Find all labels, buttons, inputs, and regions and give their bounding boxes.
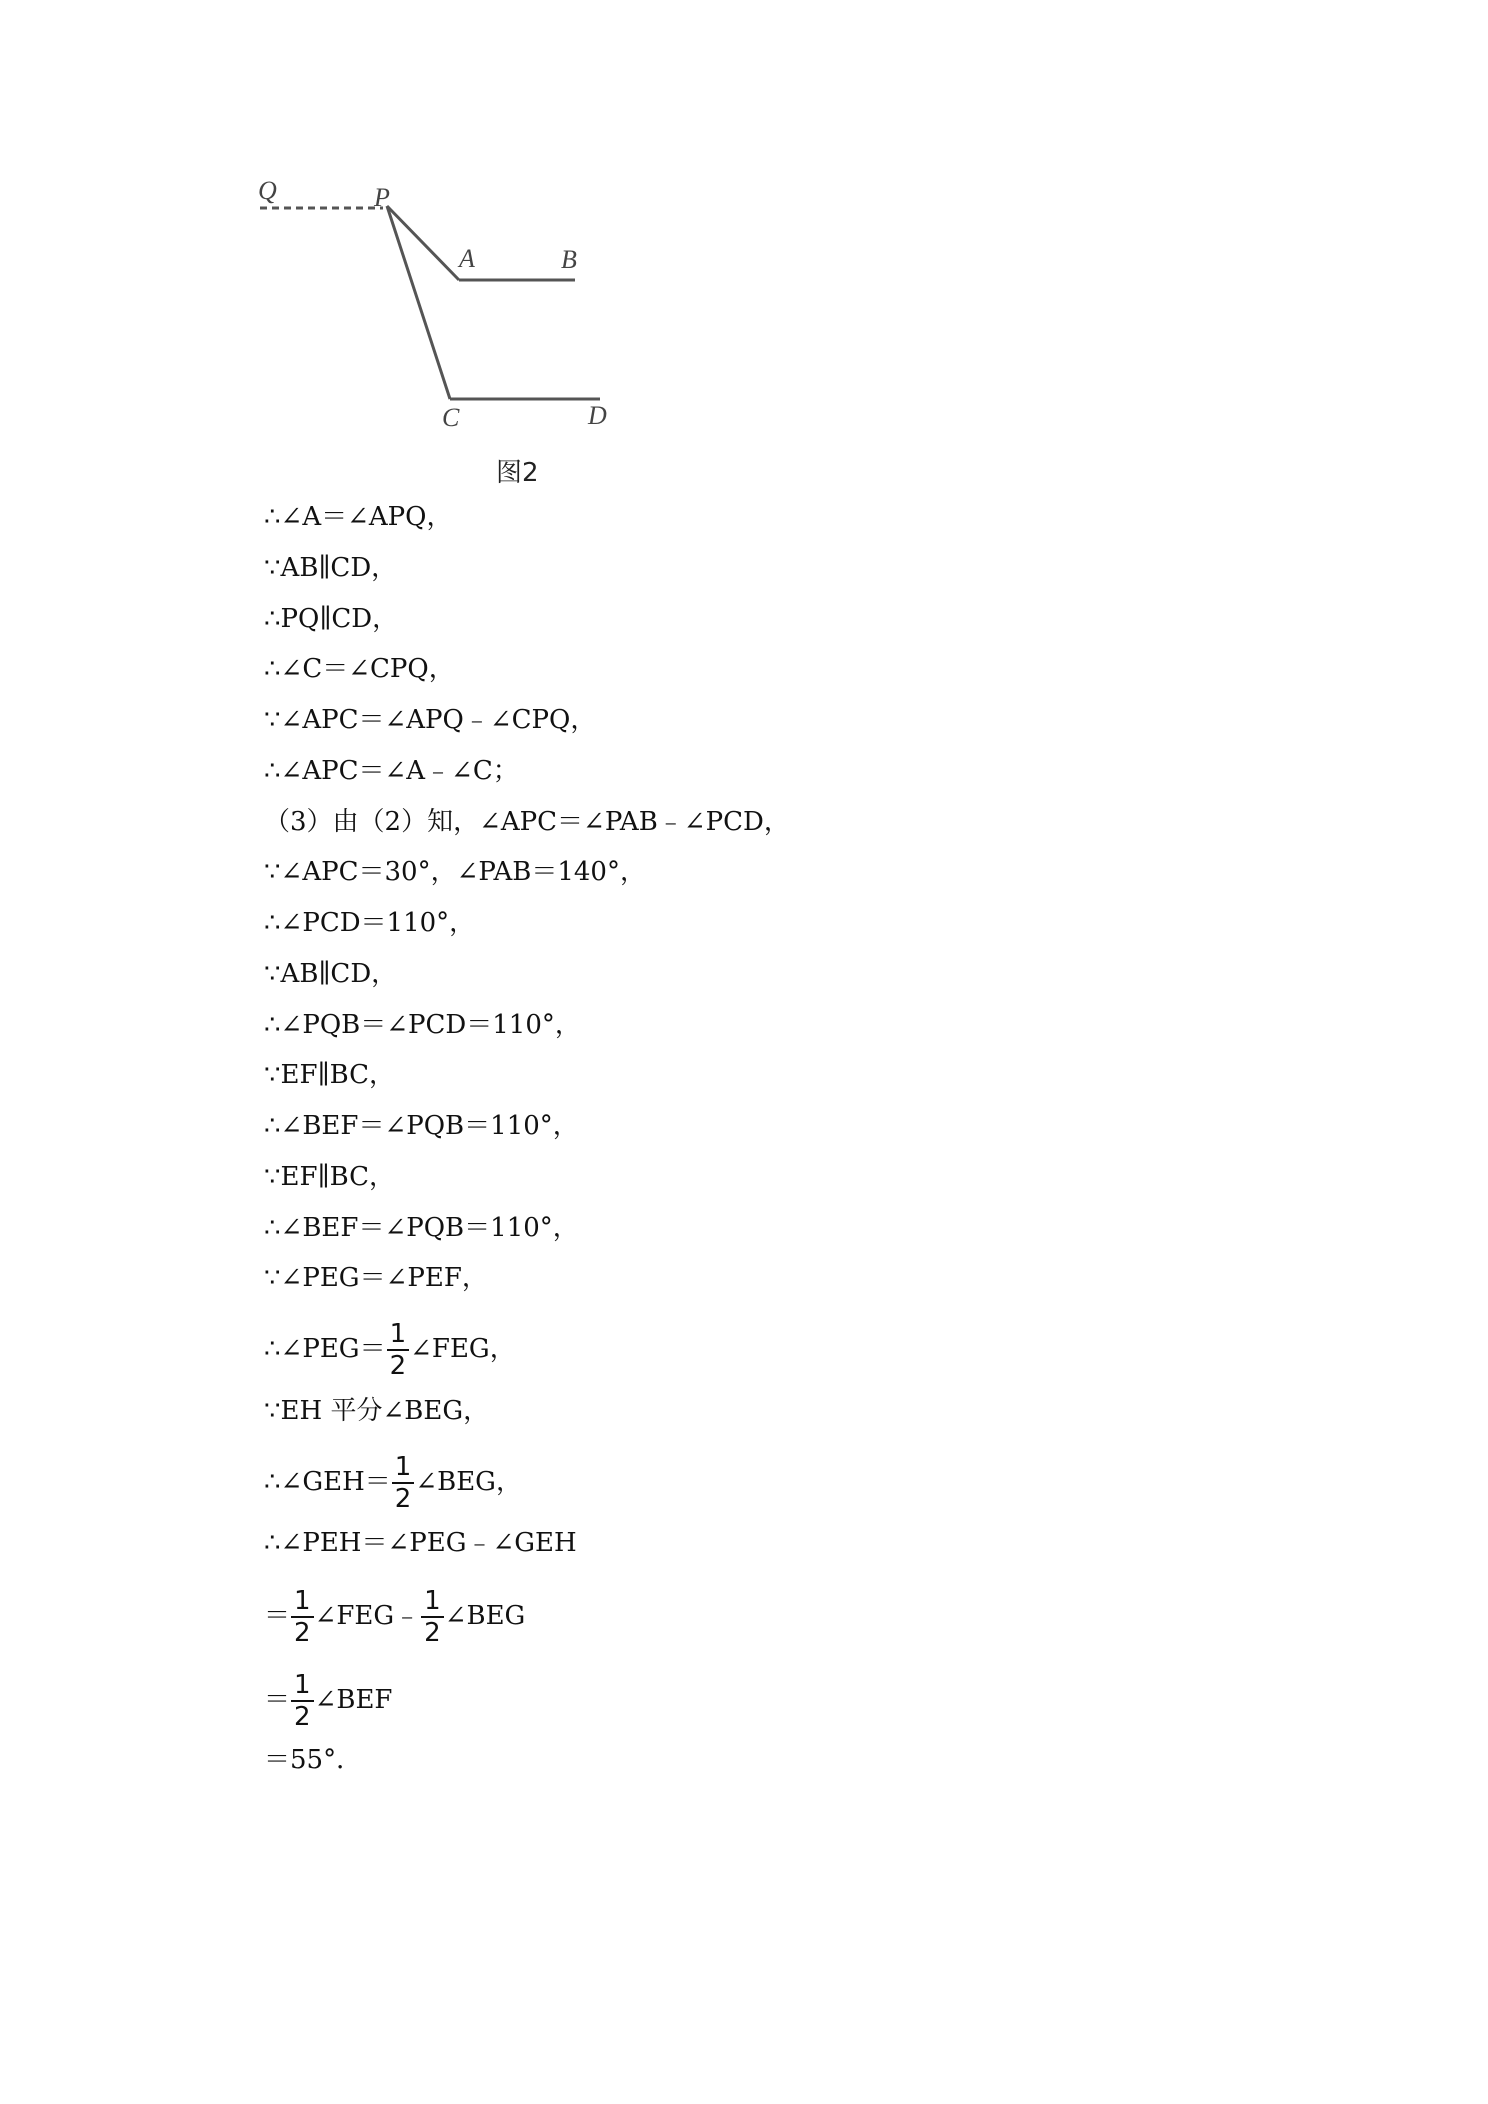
solution-line: ∵∠PEG＝∠PEF， (264, 1263, 488, 1293)
solution-line: ＝55°． (264, 1745, 363, 1775)
point-label-P: P (374, 183, 390, 212)
line-text-after-fraction: ∠FEG， (410, 1334, 516, 1364)
solution-line: ∴∠BEF＝∠PQB＝110°， (264, 1213, 579, 1243)
fraction-denominator: 2 (394, 1484, 412, 1514)
figure-caption: 图2 (496, 458, 539, 488)
line-text-before-fraction: ＝ (264, 1685, 291, 1715)
geometry-figure (250, 170, 650, 440)
fraction (291, 1670, 314, 1732)
fraction (392, 1452, 415, 1514)
point-label-C: C (442, 403, 460, 432)
fraction-denominator: 2 (424, 1618, 441, 1648)
point-label-D: D (588, 401, 607, 430)
solution-line: ∴∠PQB＝∠PCD＝110°， (264, 1010, 581, 1040)
point-label-B: B (561, 245, 577, 274)
fraction-denominator: 2 (294, 1618, 311, 1648)
line-text-after-fraction: ∠BEG (444, 1601, 526, 1631)
fraction (387, 1319, 410, 1381)
fraction-denominator: 2 (294, 1702, 311, 1732)
solution-line: ∵EF∥BC， (264, 1162, 396, 1192)
solution-line: ∴∠PEH＝∠PEG﹣∠GEH (264, 1528, 577, 1558)
solution-line (264, 1319, 516, 1381)
fraction-numerator: 1 (291, 1586, 314, 1618)
solution-line: ∵EH 平分∠BEG， (264, 1396, 490, 1426)
solution-line: ∴∠BEF＝∠PQB＝110°， (264, 1111, 579, 1141)
solution-line (264, 1452, 522, 1514)
line-text-after-fraction: ∠BEG， (415, 1467, 522, 1497)
solution-line: ∴PQ∥CD， (264, 604, 399, 634)
solution-line: ∴∠APC＝∠A﹣∠C； (264, 756, 519, 786)
fraction (291, 1586, 314, 1648)
solution-line: ∵AB∥CD， (264, 553, 398, 583)
line-text-before-fraction: ∴∠GEH＝ (264, 1467, 391, 1497)
solution-line: ∴∠A＝∠APQ， (264, 502, 453, 532)
solution-line: （3）由（2）知，∠APC＝∠PAB﹣∠PCD， (264, 807, 790, 837)
line-text-between-fractions: ∠FEG﹣ (314, 1601, 421, 1631)
line-text-before-fraction: ∴∠PEG＝ (264, 1334, 386, 1364)
solution-line: ∵AB∥CD， (264, 959, 398, 989)
segment-PC (387, 206, 450, 399)
line-text-after-fraction: ∠BEF (314, 1685, 393, 1715)
solution-line: ∴∠C＝∠CPQ， (264, 654, 455, 684)
solution-line (264, 1670, 393, 1732)
point-label-A: A (459, 244, 475, 273)
fraction-numerator: 1 (291, 1670, 314, 1702)
line-text-before-fraction: ＝ (264, 1601, 291, 1631)
fraction (421, 1586, 444, 1648)
fraction-numerator: 1 (392, 1452, 415, 1484)
point-label-Q: Q (258, 176, 277, 205)
solution-line: ∴∠PCD＝110°， (264, 908, 476, 938)
fraction-numerator: 1 (421, 1586, 444, 1618)
fraction-numerator: 1 (387, 1319, 410, 1351)
solution-line: ∵∠APC＝∠APQ﹣∠CPQ， (264, 705, 597, 735)
solution-line: ∵∠APC＝30°，∠PAB＝140°， (264, 857, 646, 887)
solution-line: ∵EF∥BC， (264, 1060, 396, 1090)
solution-line (264, 1586, 526, 1648)
fraction-denominator: 2 (389, 1351, 407, 1381)
